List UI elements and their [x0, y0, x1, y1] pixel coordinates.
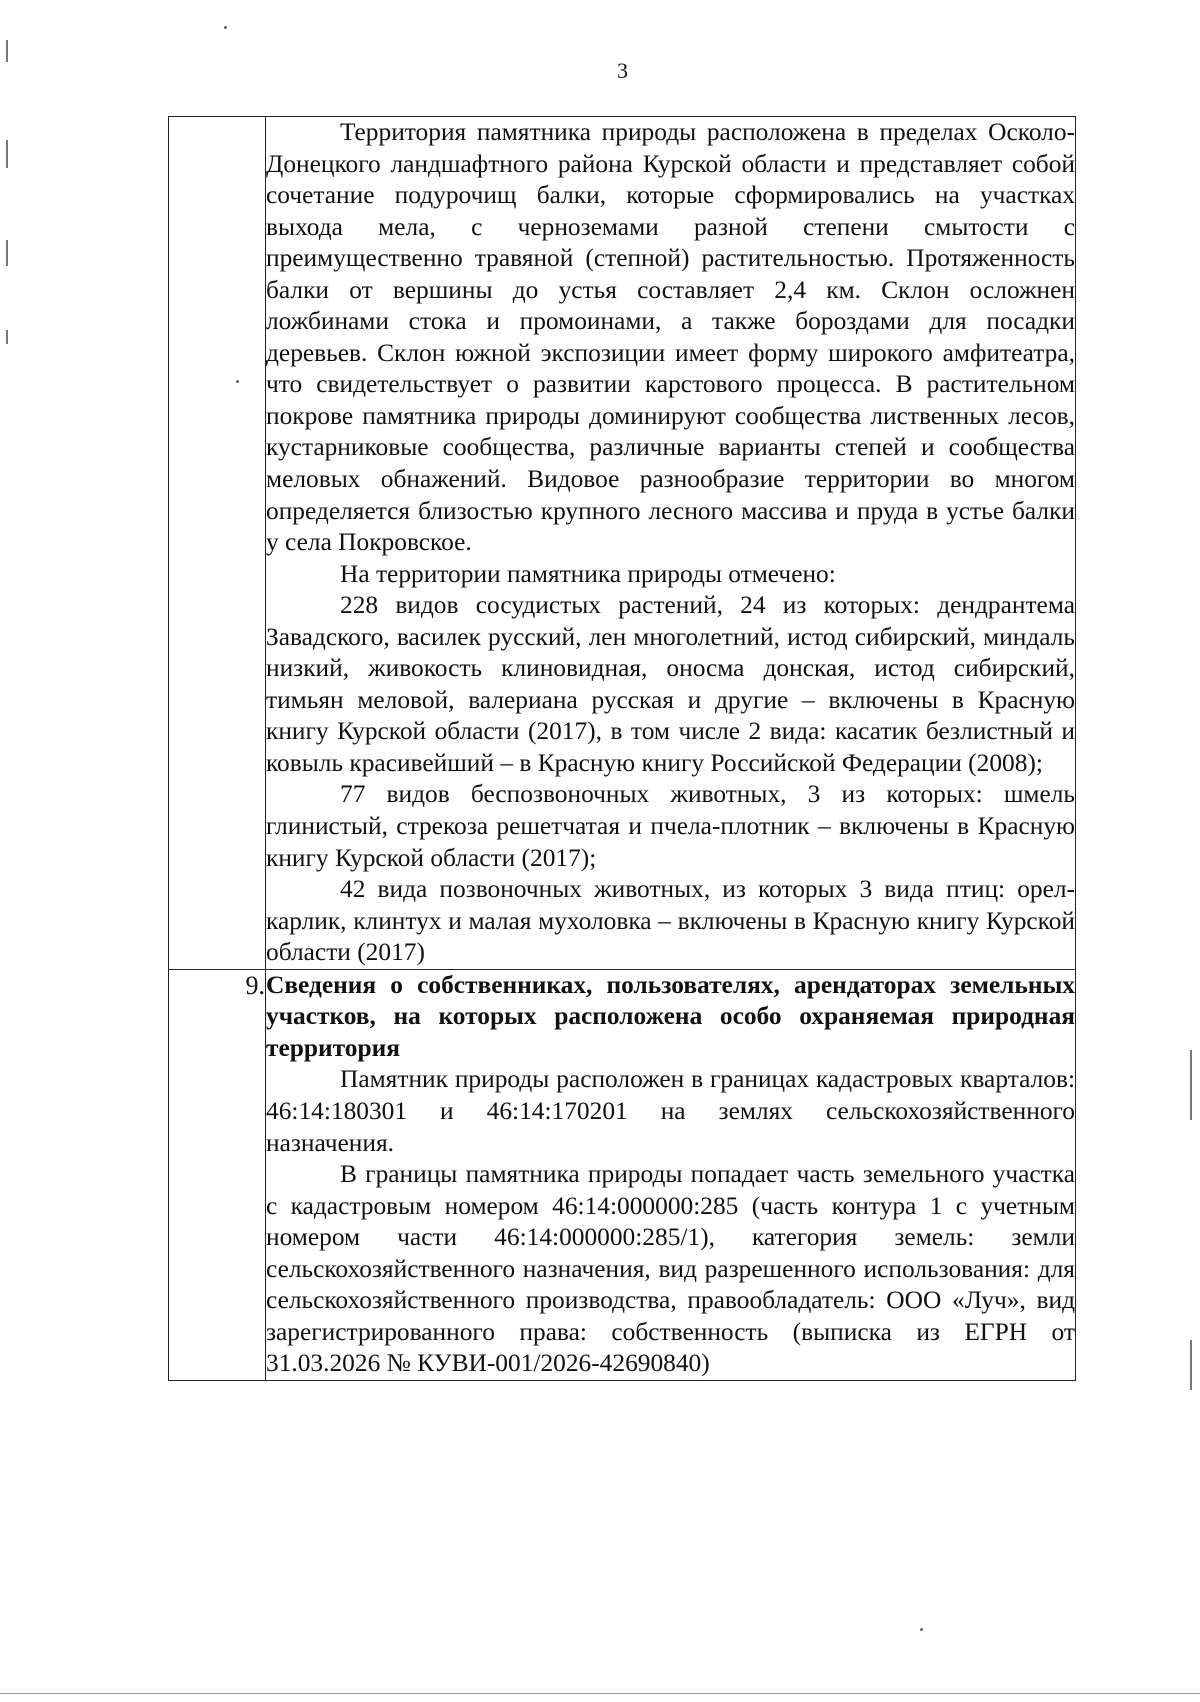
paragraph-territory-description: Территория памятника природы расположена в пределах Осколо-Донецкого ландшафтного района Курской области и представляет собой сочетание подурочищ балки, которые сформировались на участках выхода мела, с черноземами разной степени смытости с преимущественно травяной (степной) растительностью. Протяженность балки от вершины до устья составляет 2,4 км. Склон осложнен ложбинами стока и промоинами, а также бороздами для посадки деревьев. Склон южной экспозиции имеет форму широкого амфитеатра, что свидетельствует о развитии карстового процесса. В растительном покрове памятника природы доминируют сообщества лиственных лесов, кустарниковые сообщества, различные варианты степей и сообщества меловых обнажений. Видовое разнообразие территории во многом определяется близостью крупного лесного массива и пруда в устье балки у села Покровское.: [266, 118, 1075, 557]
row-content-cell: [266, 969, 1076, 1380]
paragraph-land-plot: В границы памятника природы попадает часть земельного участка с кадастровым номером 46:14:000000:285 (часть контура 1 с учетным номером части 46:14:000000:285/1), категория земель: земли сельскохозяйственного назначения, вид разрешенного использования: для сельскохозяйственного производства, правообладатель: ООО «Луч», вид зарегистрированного права: собственность (выписка из ЕГРН от 31.03.2026 № КУВИ-001/2026-42690840): [266, 1160, 1075, 1378]
scan-edge-mark: [6, 140, 8, 168]
paragraph-noted-intro: На территории памятника природы отмечено:: [340, 559, 836, 588]
row-number-cell: [169, 117, 266, 970]
page-number: 3: [617, 58, 628, 83]
scan-bottom-line: [0, 1693, 1200, 1694]
scan-dust-dot: [236, 380, 239, 383]
scan-edge-mark: [6, 40, 8, 62]
paragraph-vascular-plants: 228 видов сосудистых растений, 24 из которых: дендрантема Завадского, василек русский, лен многолетний, истод сибирский, миндаль низкий, живокость клиновидная, оносма донская, истод сибирский, тимьян меловой, валериана русская и другие – включены в Красную книгу Курской области (2017), в том числе 2 вида: касатик безлистный и ковыль красивейший – в Красную книгу Российской Федерации (2008);: [266, 591, 1075, 777]
paragraph-vertebrates: 42 вида позвоночных животных, из которых 3 вида птиц: орел-карлик, клинтух и малая мухоловка – включены в Красную книгу Курской области (2017): [266, 875, 1075, 967]
scan-dust-dot: [920, 1628, 923, 1631]
table-row: [169, 969, 1076, 1380]
paragraph-cadastral-quarters: Памятник природы расположен в границах кадастровых кварталов: 46:14:180301 и 46:14:170201 на землях сельскохозяйственного назначения.: [266, 1065, 1075, 1157]
document-table: [168, 116, 1076, 1381]
row-content-cell: [266, 117, 1076, 970]
paragraph-invertebrates: 77 видов беспозвоночных животных, 3 из которых: шмель глинистый, стрекоза решетчатая и пчела-плотник – включены в Красную книгу Курской области (2017);: [266, 780, 1075, 872]
table-row: [169, 117, 1076, 970]
scan-edge-mark: [1190, 1340, 1192, 1390]
row-number-cell: 9.: [169, 969, 266, 1380]
section-heading: Сведения о собственниках, пользователях, арендаторах земельных участков, на которых расположена особо охраняемая природная территория: [266, 970, 1075, 1062]
scan-edge-mark: [6, 330, 8, 344]
scan-edge-mark: [6, 240, 8, 266]
scan-edge-mark: [1190, 1050, 1192, 1120]
scan-dust-dot: [224, 26, 227, 29]
